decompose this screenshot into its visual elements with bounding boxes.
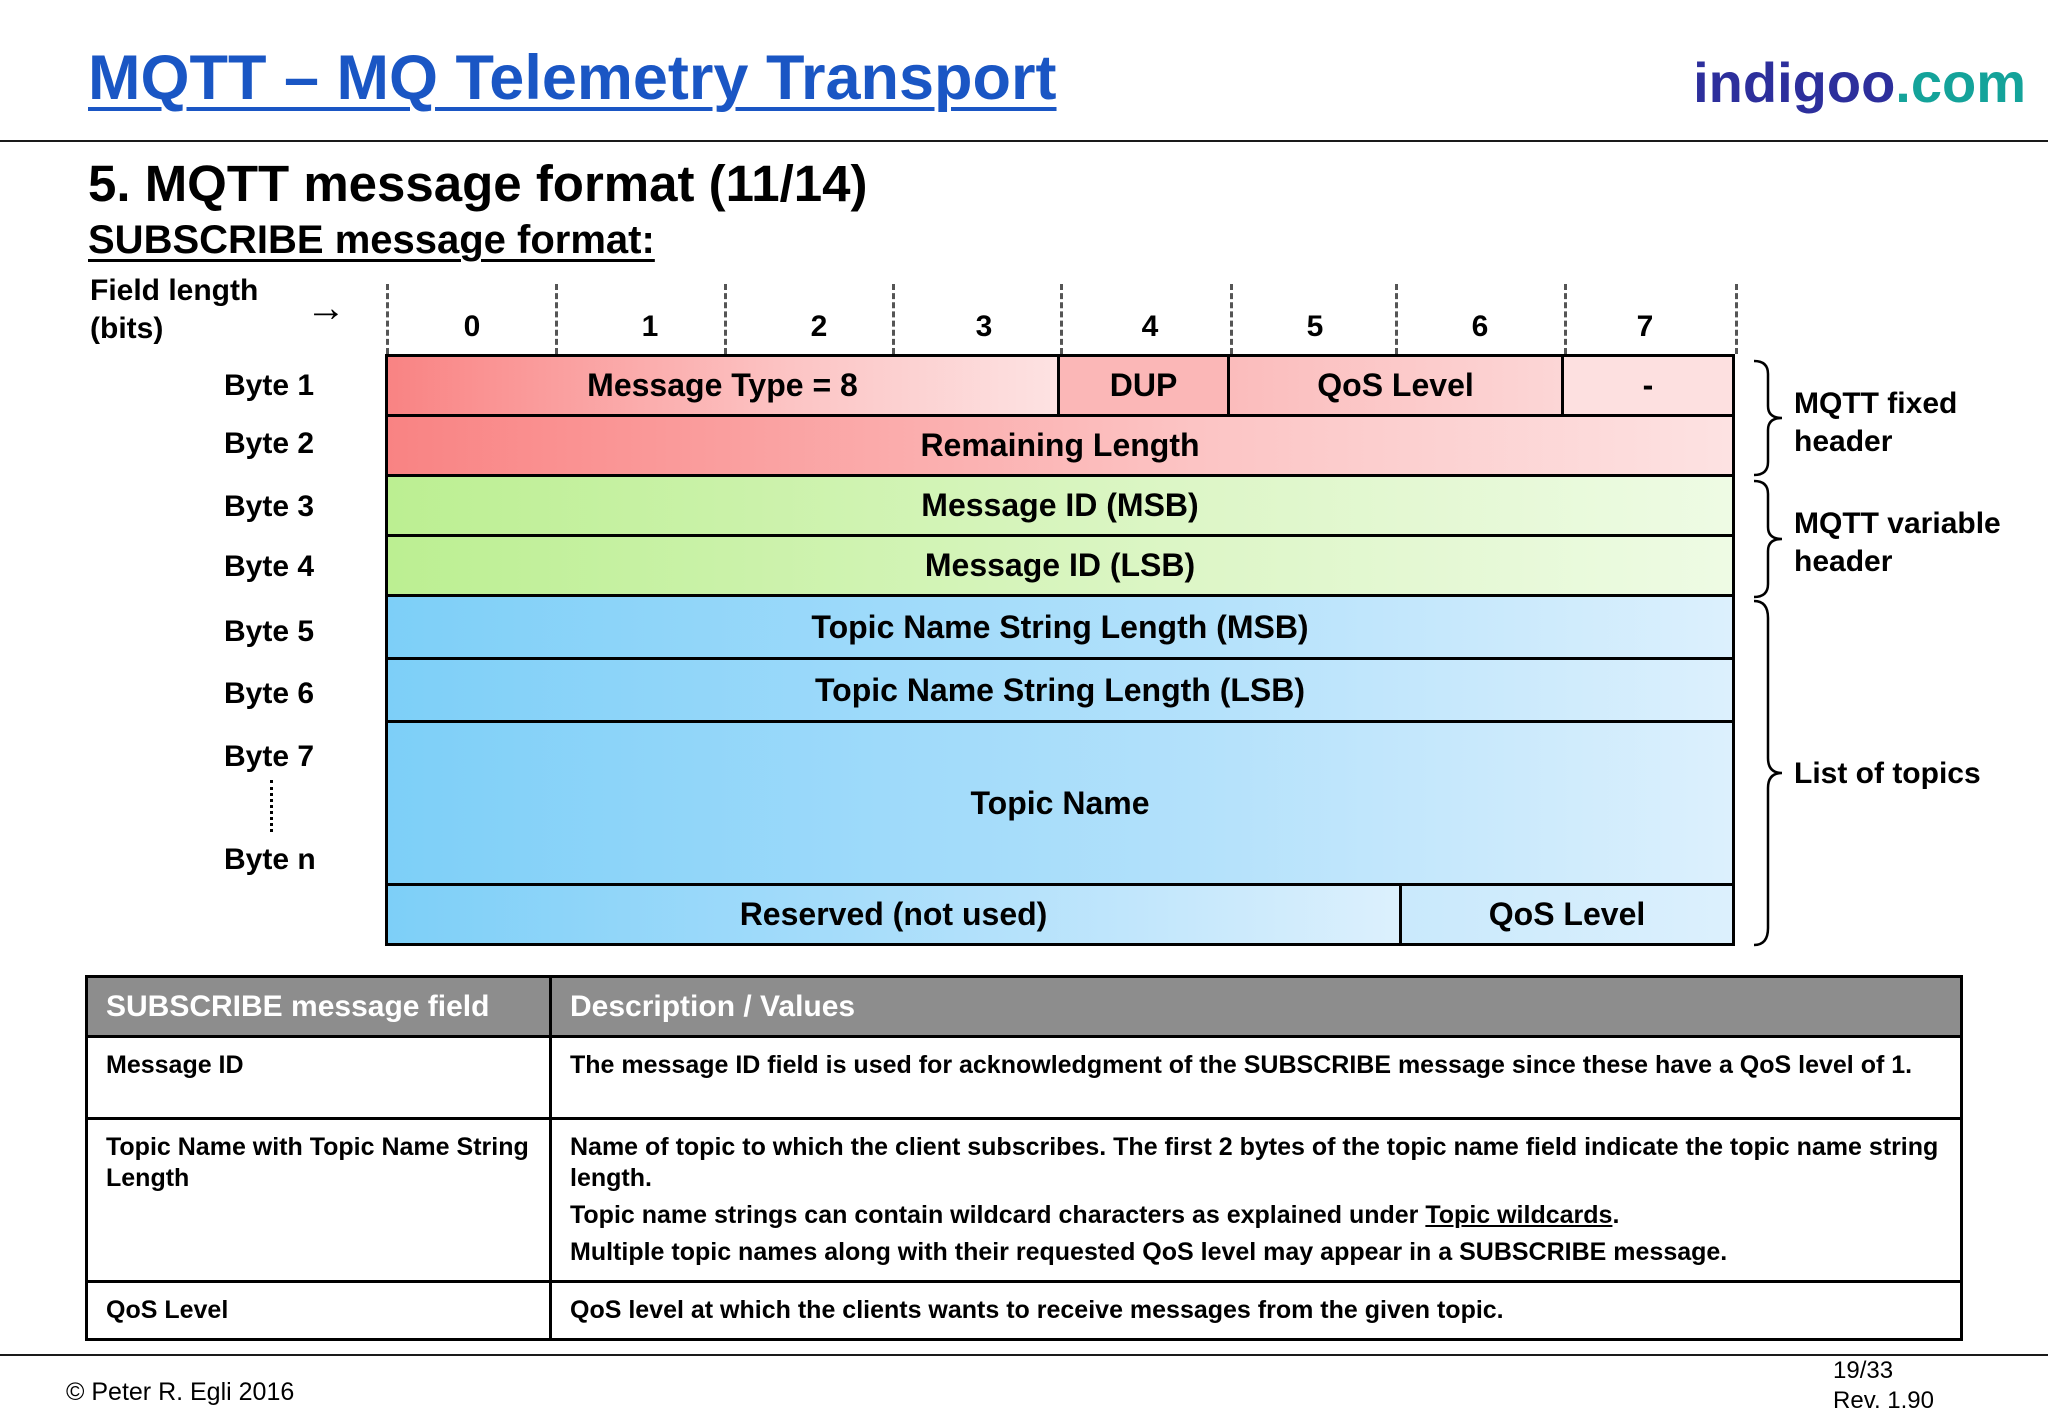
bit-number: 4 <box>1141 310 1159 343</box>
byte-label-4: Byte 4 <box>224 550 315 583</box>
field-description-table <box>85 975 1963 1341</box>
table-row <box>87 1037 1962 1119</box>
table-row <box>87 1119 1962 1282</box>
bit-number: 7 <box>1636 310 1654 343</box>
variable-header-label <box>1794 505 2001 581</box>
topic-length-msb-field: Topic Name String Length (MSB) <box>385 594 1735 660</box>
fixed-header-line2: header <box>1794 425 1893 458</box>
field-length-line2: (bits) <box>90 312 164 345</box>
description-text <box>570 1200 1942 1231</box>
page-title: MQTT – MQ Telemetry Transport <box>88 43 1057 113</box>
header-divider <box>0 140 2048 142</box>
bit-tick <box>1230 284 1233 354</box>
bit-number: 5 <box>1306 310 1324 343</box>
bit-tick <box>1395 284 1398 354</box>
footer-divider <box>0 1354 2048 1356</box>
message-type-field: Message Type = 8 <box>385 354 1060 417</box>
remaining-length-field: Remaining Length <box>385 414 1735 477</box>
table-cell-field: Topic Name with Topic Name String Length <box>87 1119 551 1282</box>
bit-tick <box>1735 284 1738 354</box>
variable-header-line2: header <box>1794 545 1893 578</box>
description-text: . <box>1612 1201 1620 1229</box>
topic-name-field: Topic Name <box>385 720 1735 886</box>
revision: Rev. 1.90 <box>1833 1387 1934 1414</box>
description-text: The message ID field is used for acknowledgment of the SUBSCRIBE message since these have a QoS level of 1. <box>570 1051 1913 1079</box>
field-length-label <box>90 272 258 348</box>
bit-tick <box>1564 284 1567 354</box>
description-text: QoS level at which the clients wants to receive messages from the given topic. <box>570 1296 1504 1324</box>
bit-number: 3 <box>975 310 993 343</box>
section-subtitle: SUBSCRIBE message format: <box>88 218 655 262</box>
bit-tick <box>386 284 389 354</box>
table-cell-field: Message ID <box>87 1037 551 1119</box>
table-cell-field: QoS Level <box>87 1282 551 1340</box>
brand-logo <box>1693 50 2026 115</box>
topics-list-label: List of topics <box>1794 757 1981 790</box>
retain-field: - <box>1561 354 1735 417</box>
copyright: © Peter R. Egli 2016 <box>66 1378 295 1406</box>
variable-header-brace <box>1750 478 1790 600</box>
description-text: Topic name strings can contain wildcard characters as explained under <box>570 1201 1426 1229</box>
byte-label-7: Byte 7 <box>224 740 315 773</box>
requested-qos-field: QoS Level <box>1399 883 1735 946</box>
byte-label-1: Byte 1 <box>224 369 315 402</box>
byte-label-6: Byte 6 <box>224 677 315 710</box>
description-text: Multiple topic names along with their requested QoS level may appear in a SUBSCRIBE message. <box>570 1238 1728 1266</box>
right-arrow-icon: → <box>306 286 346 330</box>
page-number <box>1833 1356 1934 1416</box>
table-header-description: Description / Values <box>551 977 1962 1037</box>
field-length-line1: Field length <box>90 274 259 307</box>
description-text: Name of topic to which the client subscribes. The first 2 bytes of the topic name field indicate the topic name string length. <box>570 1133 1939 1192</box>
byte-label-2: Byte 2 <box>224 427 315 460</box>
brand-tld: com <box>1910 51 2026 114</box>
bit-number: 0 <box>463 310 481 343</box>
table-cell-description <box>551 1119 1962 1282</box>
message-id-lsb-field: Message ID (LSB) <box>385 534 1735 597</box>
bit-tick <box>892 284 895 354</box>
fixed-header-brace <box>1750 358 1790 478</box>
table-row <box>87 1282 1962 1340</box>
qos-level-field: QoS Level <box>1227 354 1564 417</box>
byte-label-3: Byte 3 <box>224 490 315 523</box>
byte-label-n: Byte n <box>224 843 316 876</box>
message-id-msb-field: Message ID (MSB) <box>385 474 1735 537</box>
table-cell-description <box>551 1282 1962 1340</box>
table-header-field: SUBSCRIBE message field <box>87 977 551 1037</box>
bit-number: 1 <box>641 310 659 343</box>
variable-header-line1: MQTT variable <box>1794 507 2001 540</box>
byte-label-5: Byte 5 <box>224 615 315 648</box>
topics-list-brace <box>1750 598 1790 948</box>
fixed-header-line1: MQTT fixed <box>1794 387 1958 420</box>
table-cell-description <box>551 1037 1962 1119</box>
bit-tick <box>724 284 727 354</box>
topic-wildcards-link[interactable]: Topic wildcards <box>1425 1201 1613 1229</box>
vertical-ellipsis <box>270 780 273 832</box>
bit-number: 2 <box>810 310 828 343</box>
bit-tick <box>1060 284 1063 354</box>
bit-tick <box>555 284 558 354</box>
bit-number: 6 <box>1471 310 1489 343</box>
topic-length-lsb-field: Topic Name String Length (LSB) <box>385 657 1735 723</box>
brand-dot: . <box>1895 51 1911 114</box>
reserved-field: Reserved (not used) <box>385 883 1402 946</box>
table-header-row <box>87 977 1962 1037</box>
brand-name: indigoo <box>1693 51 1896 114</box>
dup-field: DUP <box>1057 354 1230 417</box>
fixed-header-label <box>1794 385 1957 461</box>
section-title: 5. MQTT message format (11/14) <box>88 155 868 212</box>
page-count: 19/33 <box>1833 1357 1894 1384</box>
